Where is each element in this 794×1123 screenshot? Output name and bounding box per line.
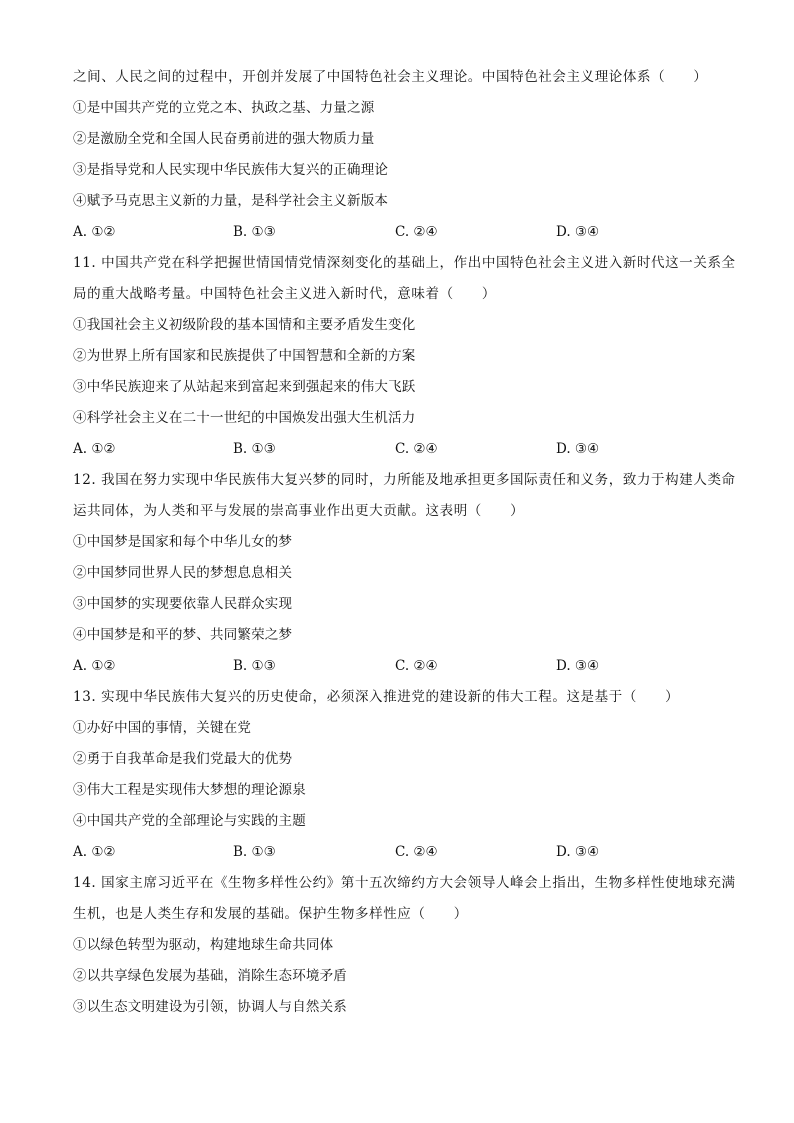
choice-a: A. ①② — [73, 658, 116, 674]
option-3: ③中国梦的实现要依靠人民群众实现 — [73, 596, 293, 612]
choice-c: C. ②④ — [395, 441, 438, 457]
option-1: ①是中国共产党的立党之本、执政之基、力量之源 — [73, 100, 375, 116]
option-3: ③中华民族迎来了从站起来到富起来到强起来的伟大飞跃 — [73, 379, 416, 395]
choice-a: A. ①② — [73, 441, 116, 457]
option-2: ②为世界上所有国家和民族提供了中国智慧和全新的方案 — [73, 348, 416, 364]
option-1: ①以绿色转型为驱动，构建地球生命共同体 — [73, 937, 334, 953]
choice-d: D. ③④ — [556, 441, 600, 457]
question-14 — [73, 868, 736, 1023]
question-stem-line: 之间、人民之间的过程中，开创并发展了中国特色社会主义理论。中国特色社会主义理论体系（ ） — [73, 69, 708, 85]
option-1: ①办好中国的事情，关键在党 — [73, 720, 252, 736]
choice-d: D. ③④ — [556, 658, 600, 674]
option-4: ④中国梦是和平的梦、共同繁荣之梦 — [73, 627, 293, 643]
question-stem-line: 13. 实现中华民族伟大复兴的历史使命，必须深入推进党的建设新的伟大工程。这是基于（ ） — [73, 689, 680, 705]
choice-c: C. ②④ — [395, 224, 438, 240]
exam-page — [73, 62, 736, 1023]
answer-choices — [73, 651, 733, 682]
option-3: ③是指导党和人民实现中华民族伟大复兴的正确理论 — [73, 162, 389, 178]
option-2: ②中国梦同世界人民的梦想息息相关 — [73, 565, 293, 581]
choice-d: D. ③④ — [556, 224, 600, 240]
question-12 — [73, 465, 736, 682]
option-4: ④科学社会主义在二十一世纪的中国焕发出强大生机活力 — [73, 410, 416, 426]
option-2: ②勇于自我革命是我们党最大的优势 — [73, 751, 293, 767]
option-1: ①中国梦是国家和每个中华儿女的梦 — [73, 534, 293, 550]
choice-c: C. ②④ — [395, 658, 438, 674]
option-4: ④中国共产党的全部理论与实践的主题 — [73, 813, 306, 829]
question-stem-line: 生机，也是人类生存和发展的基础。保护生物多样性应（ ） — [73, 906, 468, 922]
answer-choices — [73, 434, 733, 465]
choice-a: A. ①② — [73, 224, 116, 240]
answer-choices — [73, 837, 733, 868]
choice-b: B. ①③ — [233, 658, 276, 674]
option-1: ①我国社会主义初级阶段的基本国情和主要矛盾发生变化 — [73, 317, 416, 333]
question-stem-line: 局的重大战略考量。中国特色社会主义进入新时代，意味着（ ） — [73, 286, 496, 302]
option-2: ②是激励全党和全国人民奋勇前进的强大物质力量 — [73, 131, 375, 147]
choice-c: C. ②④ — [395, 844, 438, 860]
choice-d: D. ③④ — [556, 844, 600, 860]
option-3: ③伟大工程是实现伟大梦想的理论源泉 — [73, 782, 306, 798]
choice-b: B. ①③ — [233, 844, 276, 860]
choice-b: B. ①③ — [233, 441, 276, 457]
choice-b: B. ①③ — [233, 224, 276, 240]
question-11 — [73, 248, 736, 465]
option-4: ④赋予马克思主义新的力量，是科学社会主义新版本 — [73, 193, 389, 209]
question-stem-line: 11. 中国共产党在科学把握世情国情党情深刻变化的基础上，作出中国特色社会主义进入新时代这一关系全 — [73, 255, 736, 271]
option-2: ②以共享绿色发展为基础，消除生态环境矛盾 — [73, 968, 347, 984]
answer-choices — [73, 217, 733, 248]
question-stem-line: 14. 国家主席习近平在《生物多样性公约》第十五次缔约方大会领导人峰会上指出，生物多样性使地球充满 — [73, 875, 736, 891]
question-10 — [73, 62, 733, 248]
question-stem-line: 12. 我国在努力实现中华民族伟大复兴梦的同时，力所能及地承担更多国际责任和义务，致力于构建人类命 — [73, 472, 736, 488]
question-stem-line: 运共同体，为人类和平与发展的崇高事业作出更大贡献。这表明（ ） — [73, 503, 525, 519]
choice-a: A. ①② — [73, 844, 116, 860]
option-3: ③以生态文明建设为引领，协调人与自然关系 — [73, 999, 347, 1015]
question-13 — [73, 682, 733, 868]
